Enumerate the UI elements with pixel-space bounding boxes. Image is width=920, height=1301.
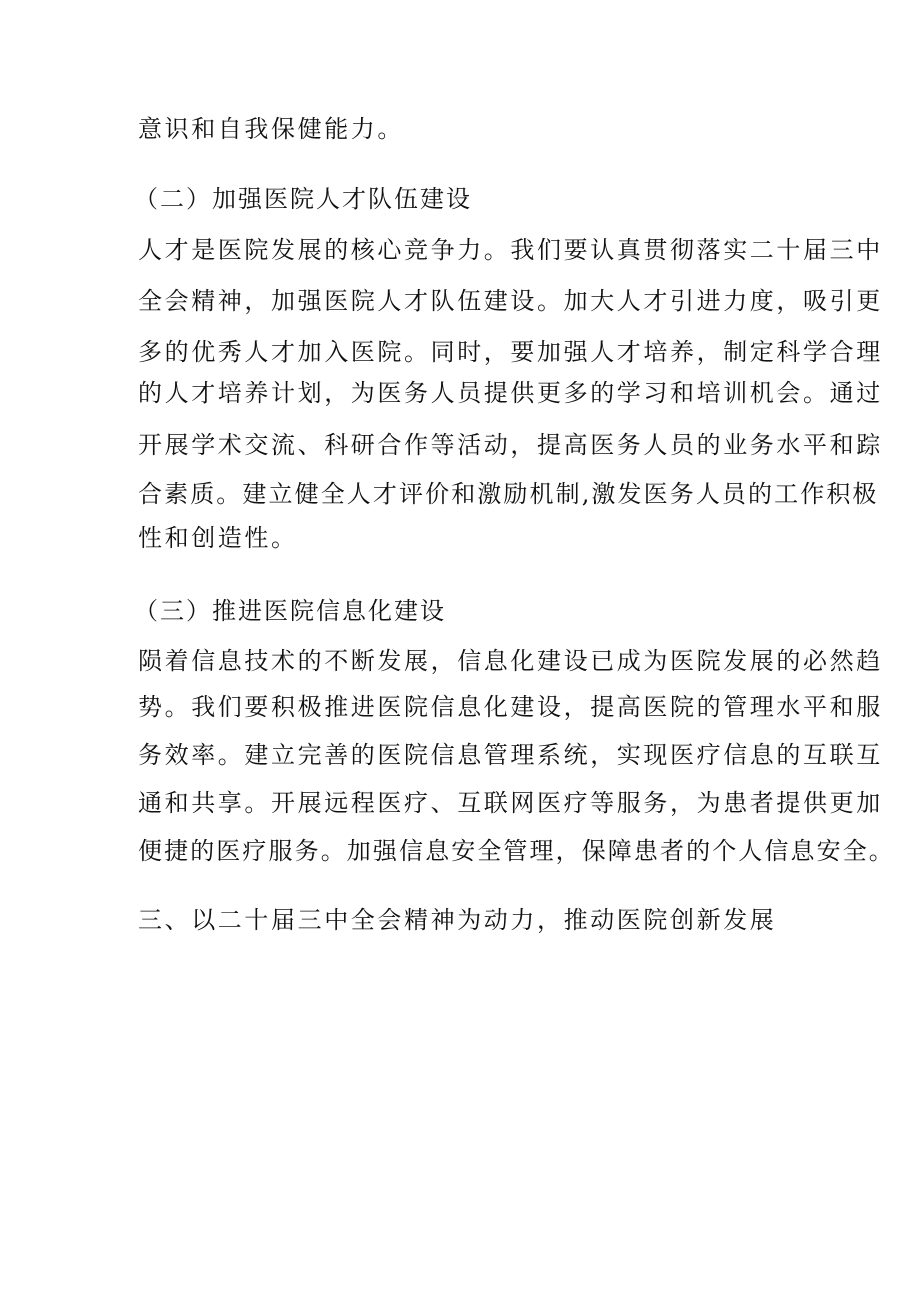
section-2-line-3: 多的优秀人才加入医院。同时，要加强人才培养，制定科学合理 — [138, 338, 883, 366]
section-2-line-5: 开展学术交流、科研合作等活动，提高医务人员的业务水平和踪 — [138, 431, 883, 459]
section-3-line-3: 务效率。建立完善的医院信息管理系统，实现医疗信息的互联互 — [138, 741, 883, 769]
section-3-line-5: 便捷的医疗服务。加强信息安全管理，保障患者的个人信息安全。 — [138, 837, 895, 865]
section-3-line-1: 陨着信息技术的不断发展，信息化建设已成为医院发展的必然趋 — [138, 647, 883, 675]
section-3-line-2: 势。我们要积极推进医院信息化建设，提高医院的管理水平和服 — [138, 693, 883, 721]
section-2-heading: （二）加强医院人才队伍建设 — [134, 185, 472, 213]
section-2-line-1: 人才是医院发展的核心竞争力。我们要认真贯彻落实二十届三中 — [138, 236, 883, 264]
section-3-line-4: 通和共享。开展远程医疗、互联网医疗等服务，为患者提供更加 — [138, 789, 883, 817]
section-2-line-6: 合素质。建立健全人才评价和激励机制,激发医务人员的工作积极 — [138, 480, 879, 508]
part-3-heading: 三、以二十届三中全会精神为动力，推动医院创新发展 — [138, 906, 777, 934]
section-2-line-4: 的人才培养计划，为医务人员提供更多的学习和培训机会。通过 — [138, 379, 883, 407]
paragraph-continuation: 意识和自我保健能力。 — [138, 115, 404, 143]
section-2-line-7: 性和创造性。 — [138, 524, 298, 552]
section-3-heading: （三）推进医院信息化建设 — [134, 597, 446, 625]
section-2-line-2: 全会精神，加强医院人才队伍建设。加大人才引进力度，吸引更 — [138, 287, 883, 315]
